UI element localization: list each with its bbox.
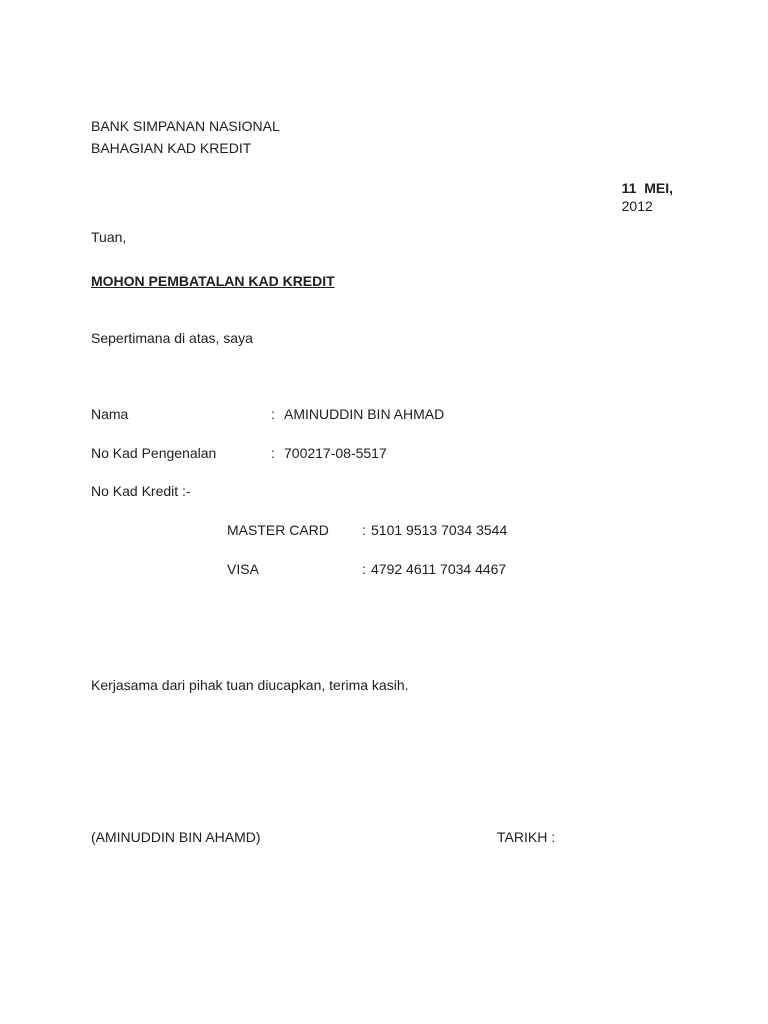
detail-label-ic: No Kad Pengenalan [91,445,217,461]
closing-text: Kerjasama dari pihak tuan diucapkan, terima kasih. [91,677,409,693]
intro-text: Sepertimana di atas, saya [91,330,253,346]
recipient-line-2: BAHAGIAN KAD KREDIT [91,140,252,156]
letter-subject: MOHON PEMBATALAN KAD KREDIT [91,273,335,289]
detail-value-ic: 700217-08-5517 [284,445,387,461]
card-type-visa: VISA [227,561,259,577]
date-year: 2012 [621,198,653,214]
salutation: Tuan, [91,229,127,245]
signature-name: (AMINUDDIN BIN AHAMD) [91,829,261,845]
card-number-mastercard: 5101 9513 7034 3544 [371,522,508,538]
card-number-visa: 4792 4611 7034 4467 [371,561,507,577]
detail-separator: : [271,445,275,461]
date-day-month: 11 MEI, [621,180,673,196]
card-type-mastercard: MASTER CARD [227,522,329,538]
card-separator: : [362,561,366,577]
detail-value-name: AMINUDDIN BIN AHMAD [284,406,445,422]
detail-separator: : [271,406,275,422]
signature-date-label: TARIKH : [497,829,556,845]
detail-label-name: Nama [91,406,129,422]
letter-date [606,161,673,233]
recipient-line-1: BANK SIMPANAN NASIONAL [91,118,280,134]
card-separator: : [362,522,366,538]
cards-heading: No Kad Kredit :- [91,483,191,499]
